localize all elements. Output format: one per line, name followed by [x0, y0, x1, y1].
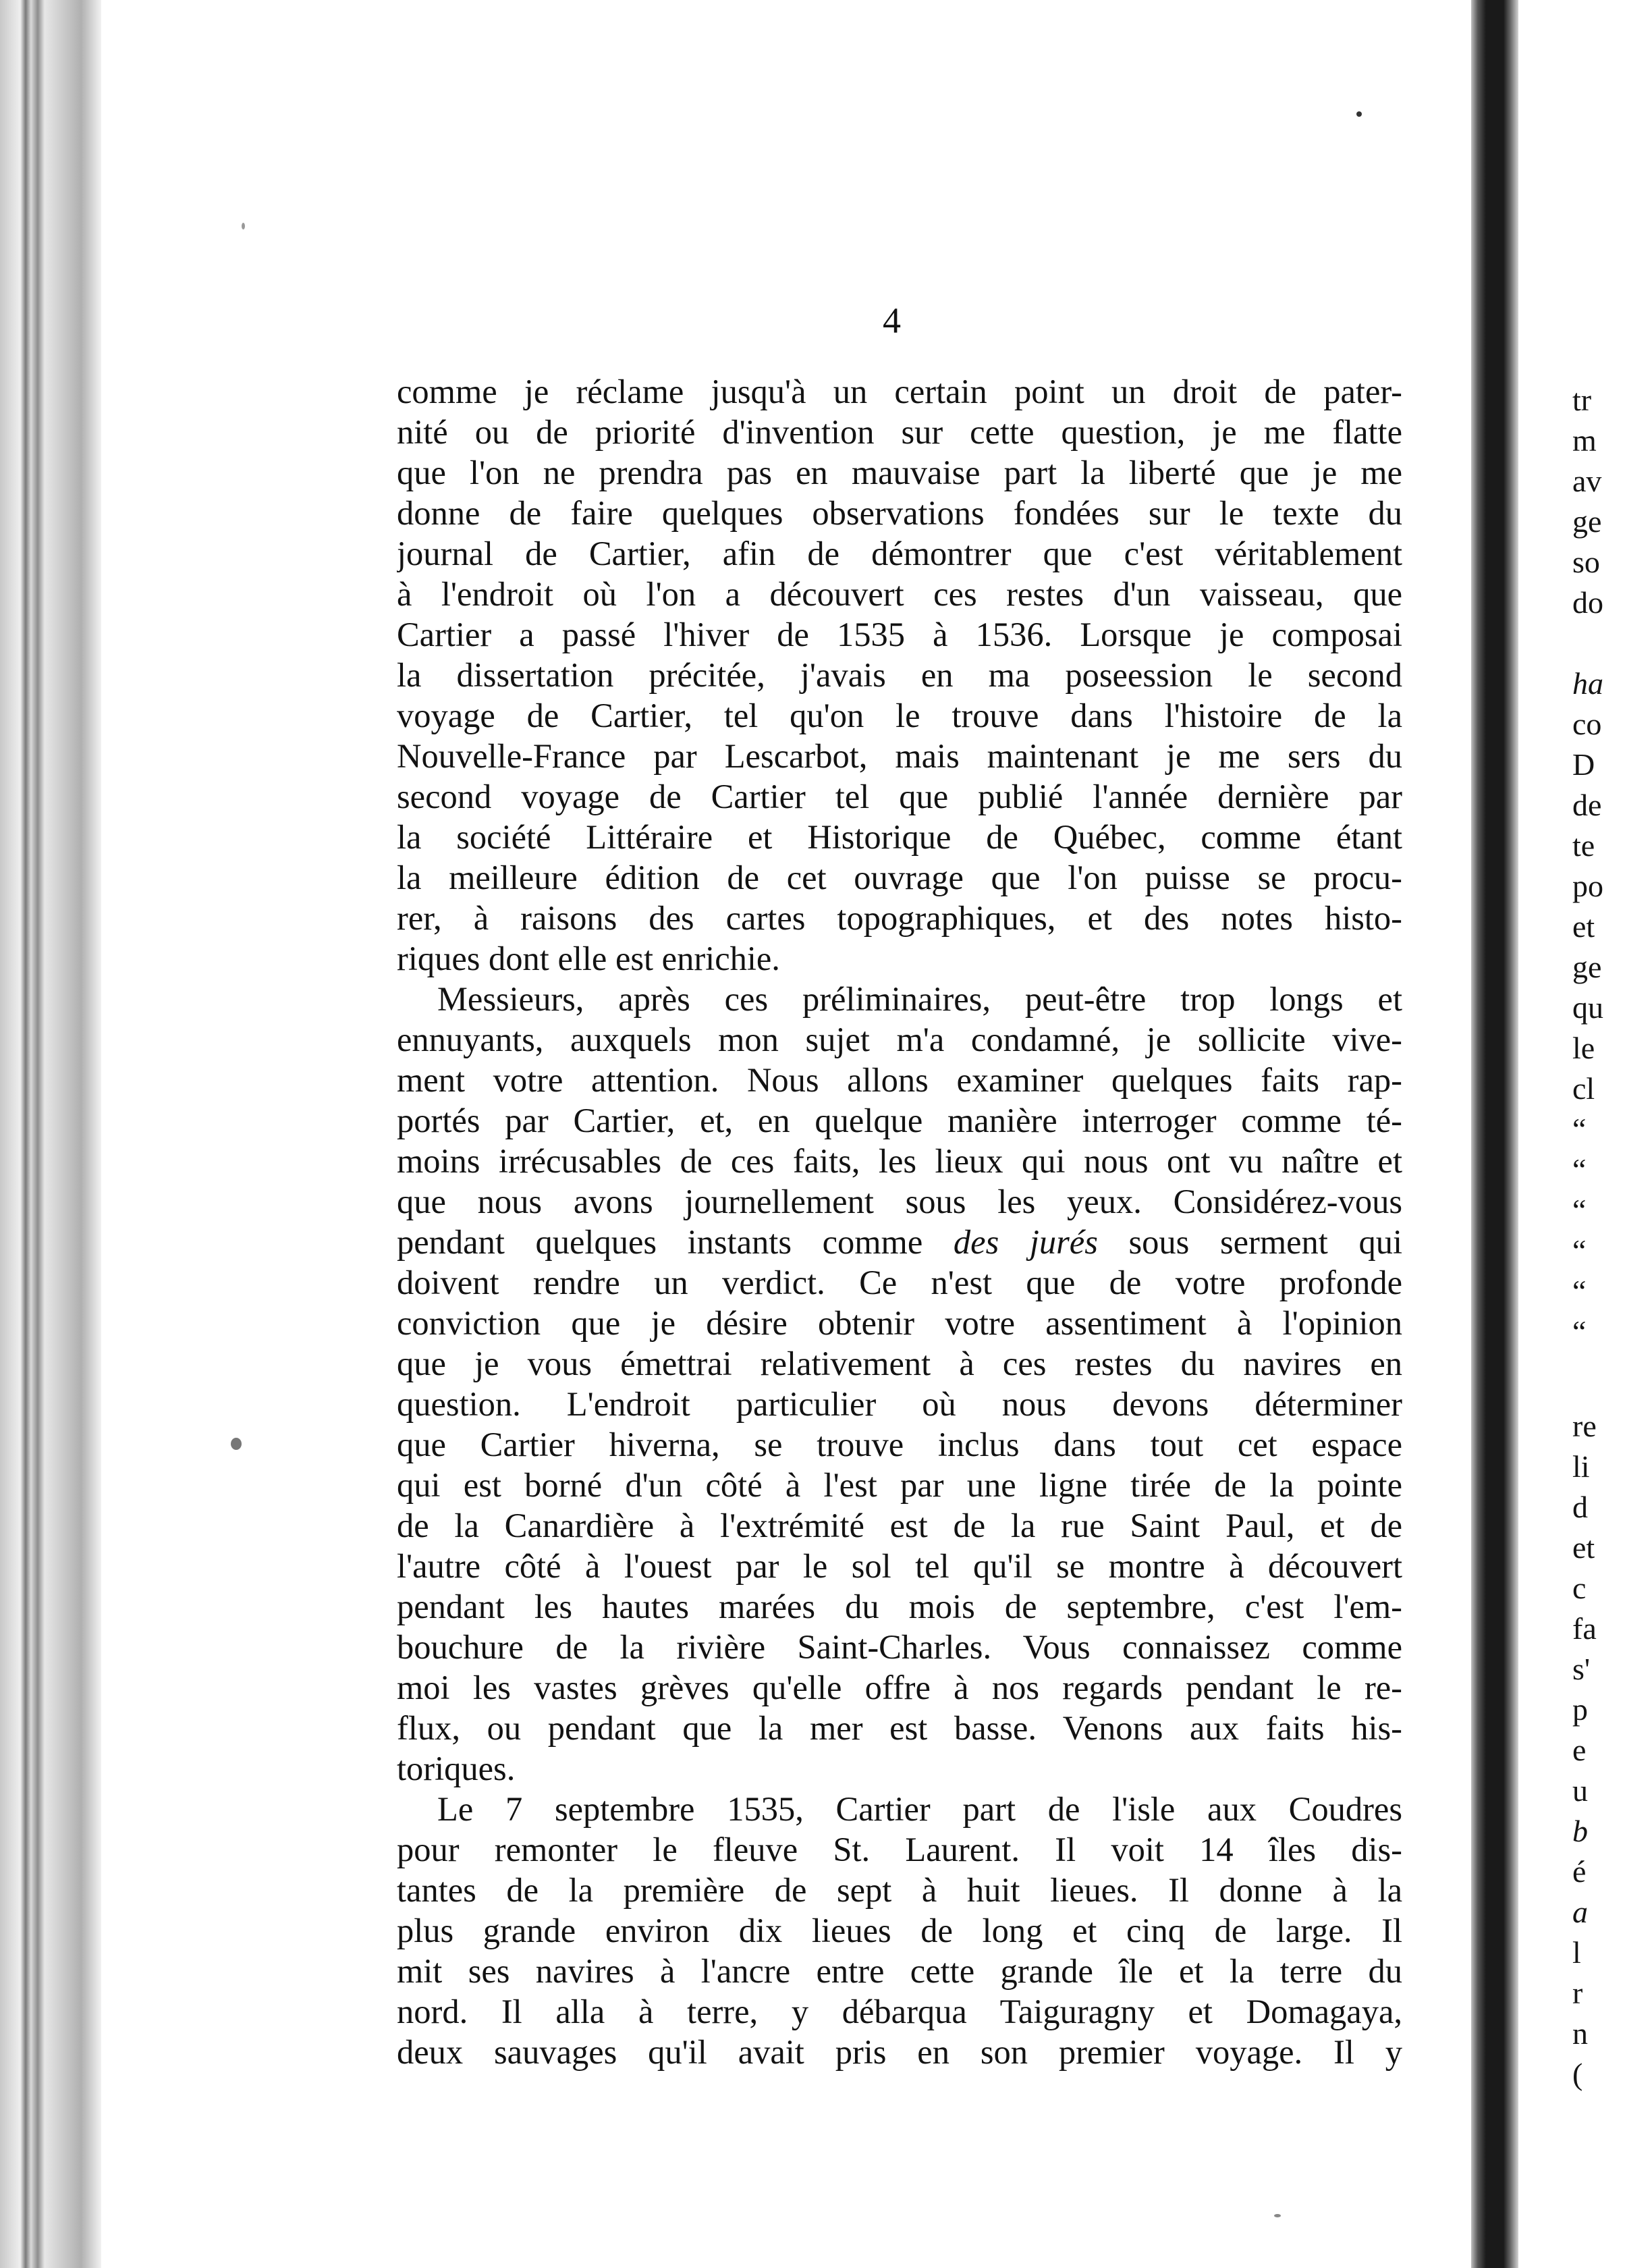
- next-page-line: “: [1572, 1274, 1587, 1308]
- next-page-line: “: [1572, 1193, 1587, 1227]
- text-line: qui est borné d'un côté à l'est par une ligne tirée de la pointe: [397, 1466, 1402, 1504]
- text-line: Messieurs, après ces préliminaires, peut-être trop longs et: [437, 980, 1402, 1018]
- next-page-line: et: [1572, 909, 1595, 944]
- next-page-line: D: [1572, 747, 1595, 782]
- text-segment: sous serment qui: [1097, 1223, 1402, 1261]
- next-page-line: so: [1572, 545, 1600, 579]
- text-line: portés par Cartier, et, en quelque manière interroger comme té-: [397, 1102, 1402, 1139]
- next-page-line: p: [1572, 1692, 1588, 1727]
- next-page-line: r: [1572, 1976, 1583, 2010]
- text-line: moi les vastes grèves qu'elle offre à nos regards pendant le re-: [397, 1669, 1402, 1706]
- next-page-line: b: [1572, 1814, 1588, 1848]
- text-line: bouchure de la rivière Saint-Charles. Vous connaissez comme: [397, 1628, 1402, 1666]
- text-line: voyage de Cartier, tel qu'on le trouve dans l'histoire de la: [397, 697, 1402, 734]
- next-page-line: e: [1572, 1733, 1587, 1767]
- text-line: pendant les hautes marées du mois de septembre, c'est l'em-: [397, 1588, 1402, 1625]
- next-page-line: u: [1572, 1773, 1588, 1808]
- next-page-line: re: [1572, 1409, 1597, 1443]
- next-page-line: ge: [1572, 950, 1602, 984]
- text-line: mit ses navires à l'ancre entre cette grande île et la terre du: [397, 1952, 1402, 1990]
- ink-speck: [242, 223, 245, 230]
- text-line: tantes de la première de sept à huit lieues. Il donne à la: [397, 1871, 1402, 1909]
- text-line: Cartier a passé l'hiver de 1535 à 1536. Lorsque je composai: [397, 616, 1402, 653]
- text-line: pour remonter le fleuve St. Laurent. Il voit 14 îles dis-: [397, 1831, 1402, 1868]
- text-line: doivent rendre un verdict. Ce n'est que de votre profonde: [397, 1264, 1402, 1301]
- text-line: l'autre côté à l'ouest par le sol tel qu'il se montre à découvert: [397, 1547, 1402, 1585]
- text-line: riques dont elle est enrichie.: [397, 940, 780, 977]
- next-page-line: m: [1572, 423, 1597, 458]
- next-page-line: te: [1572, 828, 1595, 863]
- page-number: 4: [883, 300, 901, 341]
- text-line: flux, ou pendant que la mer est basse. Venons aux faits his-: [397, 1709, 1402, 1747]
- text-line: que Cartier hiverna, se trouve inclus dans tout cet espace: [397, 1426, 1402, 1463]
- left-binding-edge: [0, 0, 101, 2268]
- text-line: comme je réclame jusqu'à un certain point un droit de pater-: [397, 373, 1402, 410]
- page-gutter: [1471, 0, 1518, 2268]
- text-line: question. L'endroit particulier où nous devons déterminer: [397, 1385, 1402, 1423]
- text-line: la meilleure édition de cet ouvrage que l'on puisse se procu-: [397, 859, 1402, 896]
- ink-speck: [1356, 111, 1362, 117]
- italic-phrase: des jurés: [953, 1223, 1098, 1261]
- text-line: rer, à raisons des cartes topographiques, et des notes histo-: [397, 899, 1402, 937]
- next-page-line: “: [1572, 1314, 1587, 1349]
- ink-speck: [231, 1438, 242, 1450]
- next-page-line: do: [1572, 585, 1603, 620]
- text-line: que je vous émettrai relativement à ces restes du navires en: [397, 1345, 1402, 1382]
- text-line: de la Canardière à l'extrémité est de la rue Saint Paul, et de: [397, 1507, 1402, 1544]
- text-line: la société Littéraire et Historique de Québec, comme étant: [397, 818, 1402, 856]
- next-page-line: le: [1572, 1031, 1595, 1065]
- text-line: toriques.: [397, 1750, 516, 1787]
- next-page-line: d: [1572, 1490, 1588, 1524]
- next-page-line: fa: [1572, 1611, 1597, 1646]
- text-line: conviction que je désire obtenir votre assentiment à l'opinion: [397, 1304, 1402, 1342]
- text-line: ment votre attention. Nous allons examiner quelques faits rap-: [397, 1061, 1402, 1099]
- next-page-line: ge: [1572, 504, 1602, 539]
- next-page-line: (: [1572, 2057, 1583, 2091]
- text-line: nité ou de priorité d'invention sur cette question, je me flatte: [397, 413, 1402, 451]
- text-line: donne de faire quelques observations fondées sur le texte du: [397, 494, 1402, 532]
- next-page-line: de: [1572, 788, 1602, 822]
- text-line-with-italic: [397, 1222, 1402, 1262]
- next-page-line: qu: [1572, 990, 1603, 1025]
- next-page-line: “: [1572, 1112, 1587, 1146]
- text-line: second voyage de Cartier tel que publié l'année dernière par: [397, 778, 1402, 815]
- next-page-line: co: [1572, 707, 1602, 741]
- text-line: la dissertation précitée, j'avais en ma poseession le second: [397, 656, 1402, 694]
- next-page-line: “: [1572, 1152, 1587, 1187]
- body-text: [397, 371, 1402, 2153]
- next-page-line: “: [1572, 1233, 1587, 1268]
- next-page-line: et: [1572, 1530, 1595, 1565]
- next-page-line: li: [1572, 1449, 1590, 1484]
- text-line: plus grande environ dix lieues de long et cinq de large. Il: [397, 1912, 1402, 1949]
- text-line: moins irrécusables de ces faits, les lieux qui nous ont vu naître et: [397, 1142, 1402, 1180]
- next-page-line: l: [1572, 1935, 1581, 1970]
- text-line: à l'endroit où l'on a découvert ces restes d'un vaisseau, que: [397, 575, 1402, 613]
- next-page-line: av: [1572, 464, 1602, 498]
- next-page-line: ha: [1572, 666, 1603, 701]
- next-page-line: n: [1572, 2016, 1588, 2051]
- text-line: nord. Il alla à terre, y débarqua Taiguragny et Domagaya,: [397, 1993, 1402, 2030]
- next-page-line: a: [1572, 1895, 1588, 1929]
- text-segment: pendant quelques instants comme: [397, 1223, 954, 1261]
- next-page-fragment: [1518, 0, 1625, 2268]
- text-line: journal de Cartier, afin de démontrer que c'est véritablement: [397, 535, 1402, 572]
- text-line: ennuyants, auxquels mon sujet m'a condamné, je sollicite vive-: [397, 1021, 1402, 1058]
- text-line: que nous avons journellement sous les yeux. Considérez-vous: [397, 1183, 1402, 1220]
- text-line: que l'on ne prendra pas en mauvaise part la liberté que je me: [397, 454, 1402, 491]
- next-page-line: po: [1572, 869, 1603, 903]
- next-page-line: é: [1572, 1854, 1587, 1889]
- next-page-line: c: [1572, 1571, 1587, 1605]
- text-line: Nouvelle-France par Lescarbot, mais maintenant je me sers du: [397, 737, 1402, 775]
- ink-speck: [1274, 2214, 1281, 2217]
- next-page-line: tr: [1572, 383, 1592, 417]
- text-line: Le 7 septembre 1535, Cartier part de l'isle aux Coudres: [437, 1790, 1402, 1828]
- text-line: deux sauvages qu'il avait pris en son premier voyage. Il y: [397, 2033, 1402, 2071]
- next-page-line: cl: [1572, 1071, 1595, 1106]
- next-page-line: s': [1572, 1652, 1591, 1686]
